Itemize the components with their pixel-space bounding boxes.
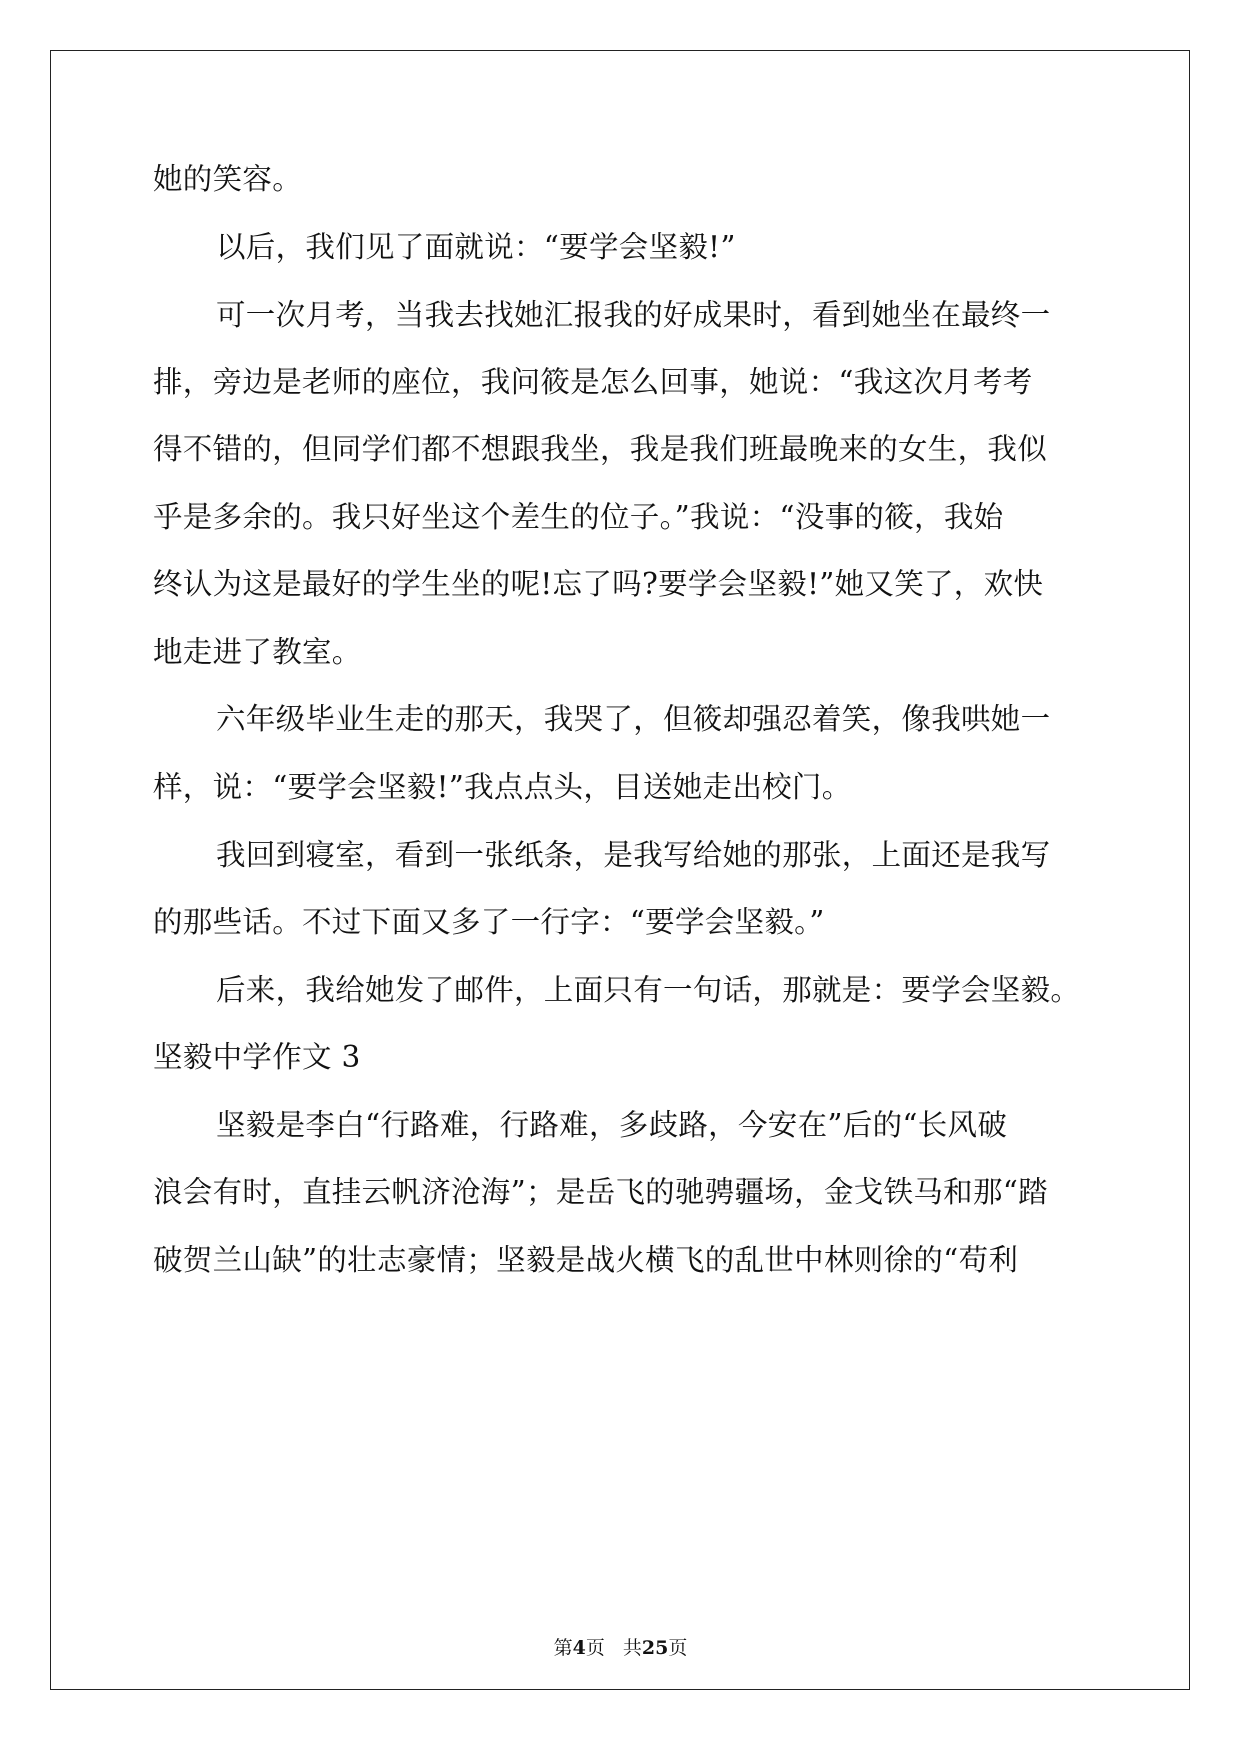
text-line: 她的笑容。	[153, 162, 303, 196]
text-line: 六年级毕业生走的那天，我哭了，但筱却强忍着笑，像我哄她一	[216, 702, 1051, 736]
text-line: 乎是多余的。我只好坐这个差生的位子。”我说：“没事的筱，我始	[153, 500, 1004, 534]
text-line: 样，说：“要学会坚毅!”我点点头，目送她走出校门。	[153, 770, 852, 804]
text-line: 我回到寝室，看到一张纸条，是我写给她的那张，上面还是我写	[216, 838, 1051, 872]
total-prefix: 共	[622, 1637, 642, 1659]
text-line: 浪会有时，直挂云帆济沧海”；是岳飞的驰骋疆场，金戈铁马和那“踏	[153, 1175, 1048, 1209]
text-line: 得不错的，但同学们都不想跟我坐，我是我们班最晚来的女生，我似	[153, 432, 1048, 466]
total-pages: 25	[641, 1637, 669, 1659]
text-line: 地走进了教室。	[153, 635, 362, 669]
text-line: 的那些话。不过下面又多了一行字：“要学会坚毅。”	[153, 905, 825, 939]
section-heading: 坚毅中学作文 3	[153, 1040, 361, 1074]
page-number: 4	[572, 1637, 586, 1659]
text-line: 以后，我们见了面就说：“要学会坚毅!”	[216, 230, 736, 264]
page-suffix: 页	[585, 1637, 605, 1659]
page-prefix: 第	[553, 1637, 573, 1659]
text-line: 破贺兰山缺”的壮志豪情；坚毅是战火横飞的乱世中林则徐的“苟利	[153, 1243, 1019, 1277]
text-line: 排，旁边是老师的座位，我问筱是怎么回事，她说：“我这次月考考	[153, 365, 1033, 399]
text-line: 坚毅是李白“行路难，行路难，多歧路，今安在”后的“长风破	[216, 1108, 1008, 1142]
text-line: 终认为这是最好的学生坐的呢!忘了吗?要学会坚毅!”她又笑了，欢快	[153, 567, 1044, 601]
page-footer	[0, 1633, 1241, 1660]
text-line: 可一次月考，当我去找她汇报我的好成果时，看到她坐在最终一	[216, 298, 1051, 332]
total-suffix: 页	[668, 1637, 688, 1659]
text-line: 后来，我给她发了邮件，上面只有一句话，那就是：要学会坚毅。	[216, 973, 1081, 1007]
